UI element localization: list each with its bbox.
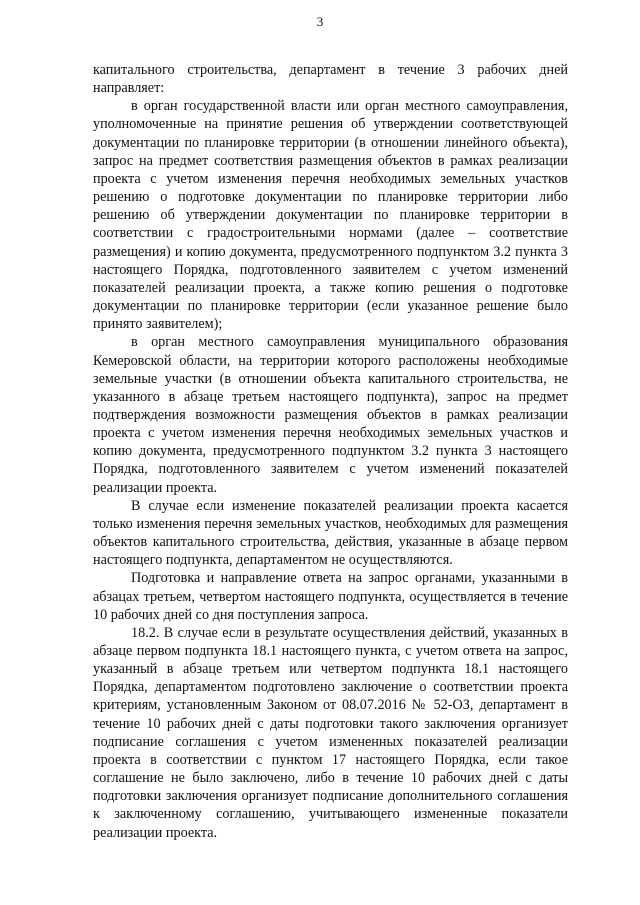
paragraph-response-deadline: Подготовка и направление ответа на запрос органами, указанными в абзацах третьем, четвертом настоящего подпункта, осуществляется в течение 10 рабочих дней со дня поступления запроса. [93,570,568,623]
paragraph-state-authority-request: в орган государственной власти или орган местного самоуправления, уполномоченные на принятие решения об утверждении соответствующей документации по планировке территории (в отношении линейного объекта), запрос на предмет соответствия размещения объектов в рамках реализации проекта с учетом изменения перечня необходимых земельных участков решению о подготовке документации по планировке территории либо решению об утверждении документации по планировке территории в соответствии с градостроительными нормами (далее – соответствие размещения) и копию документа, предусмотренного подпунктом 3.2 пункта 3 настоящего Порядка, подготовленного заявителем с учетом изменений показателей реализации проекта, а также копию решения о подготовке документации по планировке территории (если указанное решение было принято заявителем); [93,98,568,333]
paragraph-land-plots-exception: В случае если изменение показателей реализации проекта касается только изменения перечня земельных участков, необходимых для размещения объектов капитального строительства, действия, указанные в абзаце первом настоящего подпункта, департаментом не осуществляются. [93,497,568,569]
page-number: 3 [316,14,324,29]
paragraph-municipal-request: в орган местного самоуправления муниципального образования Кемеровской области, на территории которого расположены необходимые земельные участки (в отношении объекта капитального строительства, не указанного в абзаце третьем настоящего подпункта), запрос на предмет подтверждения возможности размещения объектов в рамках реализации проекта с учетом изменения перечня необходимых земельных участков и копию документа, предусмотренного подпунктом 3.2 пункта 3 настоящего Порядка, подготовленного заявителем с учетом изменений показателей реализации проекта. [93,334,568,496]
paragraph-continuation: капитального строительства, департамент в течение 3 рабочих дней направляет: [93,62,568,97]
document-body [93,61,568,842]
paragraph-18-2: 18.2. В случае если в результате осуществления действий, указанных в абзаце первом подпункта 18.1 настоящего пункта, с учетом ответа на запрос, указанный в абзаце третьем или четвертом подпункта 18.1 настоящего Порядка, департаментом подготовлено заключение о соответствии проекта критериям, установленным Законом от 08.07.2016 № 52-ОЗ, департамент в течение 10 рабочих дней с даты подготовки такого заключения организует подписание соглашения с учетом измененных показателей реализации проекта в соответствии с пунктом 17 настоящего Порядка, если такое соглашение не было заключено, либо в течение 10 рабочих дней с даты подготовки заключения организует подписание дополнительного соглашения к заключенному соглашению, учитывающего измененные показатели реализации проекта. [93,624,568,841]
